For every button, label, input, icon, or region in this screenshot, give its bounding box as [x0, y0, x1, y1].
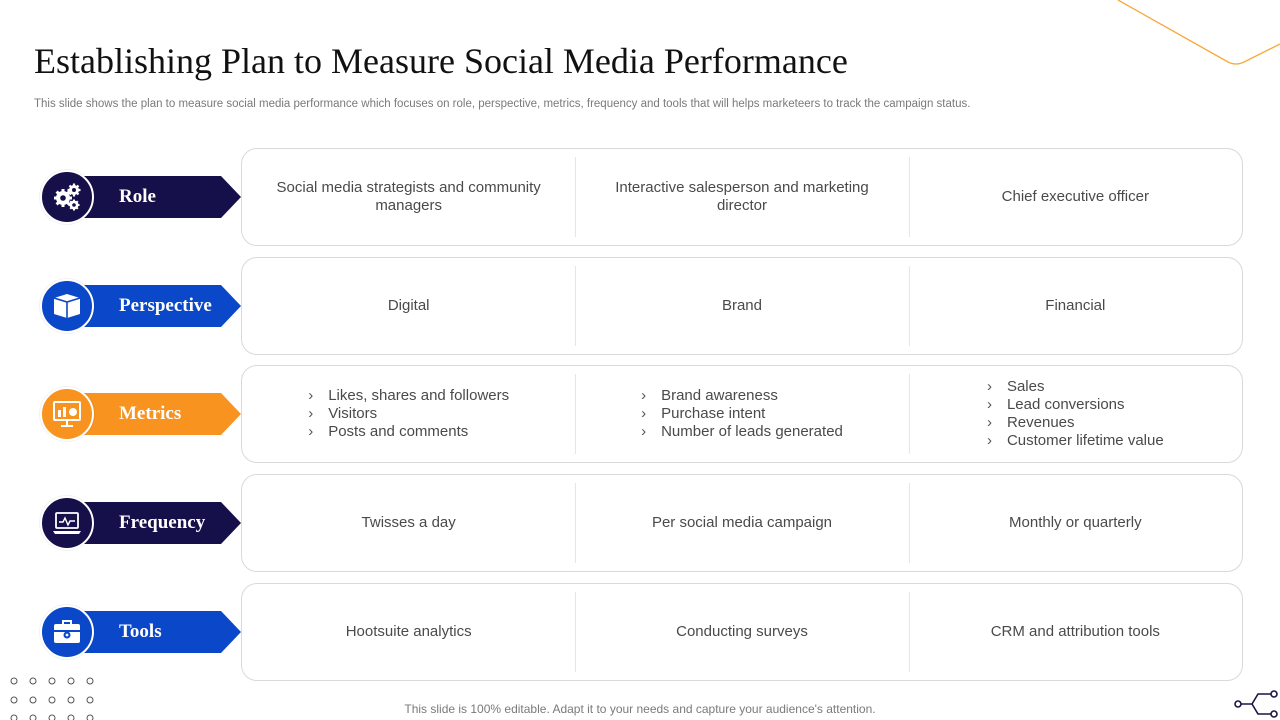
table-cell — [909, 149, 1242, 245]
laptop-pulse-icon — [51, 507, 83, 539]
table-cell — [575, 258, 908, 354]
cell-text: Chief executive officer — [1001, 188, 1149, 205]
row-label-banner — [38, 387, 242, 441]
cube-icon — [51, 290, 83, 322]
row-tools — [0, 583, 1280, 681]
row-card — [241, 365, 1243, 463]
label-icon-circle — [40, 279, 94, 333]
page-title: Establishing Plan to Measure Social Media Performance — [34, 41, 848, 81]
row-card — [241, 148, 1243, 246]
bullet-list — [308, 387, 509, 441]
row-label-text: Frequency — [119, 512, 206, 533]
bullet-item: › Customer lifetime value — [987, 432, 1164, 450]
table-cell — [909, 584, 1242, 680]
row-card — [241, 583, 1243, 681]
label-icon-circle — [40, 170, 94, 224]
cell-text: Digital — [387, 297, 430, 314]
cell-text: Financial — [1045, 297, 1106, 314]
label-icon-circle — [40, 605, 94, 659]
row-label-banner — [38, 279, 242, 333]
cell-text: Conducting surveys — [676, 623, 808, 640]
table-cell — [575, 475, 908, 571]
row-label-text: Metrics — [119, 403, 182, 424]
cell-text: CRM and attribution tools — [990, 623, 1160, 640]
monitor-chart-icon — [51, 398, 83, 430]
network-nodes-icon — [1234, 690, 1278, 720]
row-card — [241, 474, 1243, 572]
bullet-item: › Purchase intent — [641, 405, 843, 423]
bullet-list — [641, 387, 843, 441]
row-label-banner — [38, 170, 242, 224]
gears-icon — [51, 181, 83, 213]
bullet-item: › Brand awareness — [641, 387, 843, 405]
bullet-list — [987, 378, 1164, 450]
row-card — [241, 257, 1243, 355]
page-subtitle: This slide shows the plan to measure social media performance which focuses on role, perspective, metrics, frequency and tools that will helps marketeers to track the campaign status. — [34, 98, 971, 110]
bullet-item: › Visitors — [308, 405, 509, 423]
cell-text: Social media strategists and community managers — [276, 179, 541, 214]
table-cell — [242, 149, 575, 245]
table-cell — [242, 475, 575, 571]
row-frequency — [0, 474, 1280, 572]
table-cell — [575, 149, 908, 245]
row-label-text: Tools — [119, 621, 162, 642]
cell-text: Hootsuite analytics — [345, 623, 472, 640]
row-label-banner — [38, 496, 242, 550]
bullet-item: › Revenues — [987, 414, 1164, 432]
label-icon-circle — [40, 496, 94, 550]
row-label-banner — [38, 605, 242, 659]
cell-text: Twisses a day — [361, 514, 456, 531]
label-icon-circle — [40, 387, 94, 441]
row-label-text: Role — [119, 186, 156, 207]
row-label-text: Perspective — [119, 295, 212, 316]
table-cell — [242, 584, 575, 680]
cell-text: Interactive salesperson and marketing director — [615, 179, 869, 214]
table-cell — [909, 475, 1242, 571]
bullet-item: › Lead conversions — [987, 396, 1164, 414]
bullet-item: › Posts and comments — [308, 423, 509, 441]
bullet-item: › Sales — [987, 378, 1164, 396]
table-cell — [242, 258, 575, 354]
cell-text: Brand — [721, 297, 762, 314]
row-role — [0, 148, 1280, 246]
table-cell — [909, 366, 1242, 462]
footer-note: This slide is 100% editable. Adapt it to your needs and capture your audience's attention. — [404, 702, 876, 716]
table-cell — [242, 366, 575, 462]
cell-text: Per social media campaign — [651, 514, 833, 531]
bullet-item: › Number of leads generated — [641, 423, 843, 441]
decorative-dots — [10, 676, 110, 720]
cell-text: Monthly or quarterly — [1009, 514, 1142, 531]
table-cell — [575, 366, 908, 462]
row-metrics — [0, 365, 1280, 463]
table-cell — [909, 258, 1242, 354]
table-cell — [575, 584, 908, 680]
toolbox-icon — [51, 616, 83, 648]
bullet-item: › Likes, shares and followers — [308, 387, 509, 405]
row-perspective — [0, 257, 1280, 355]
